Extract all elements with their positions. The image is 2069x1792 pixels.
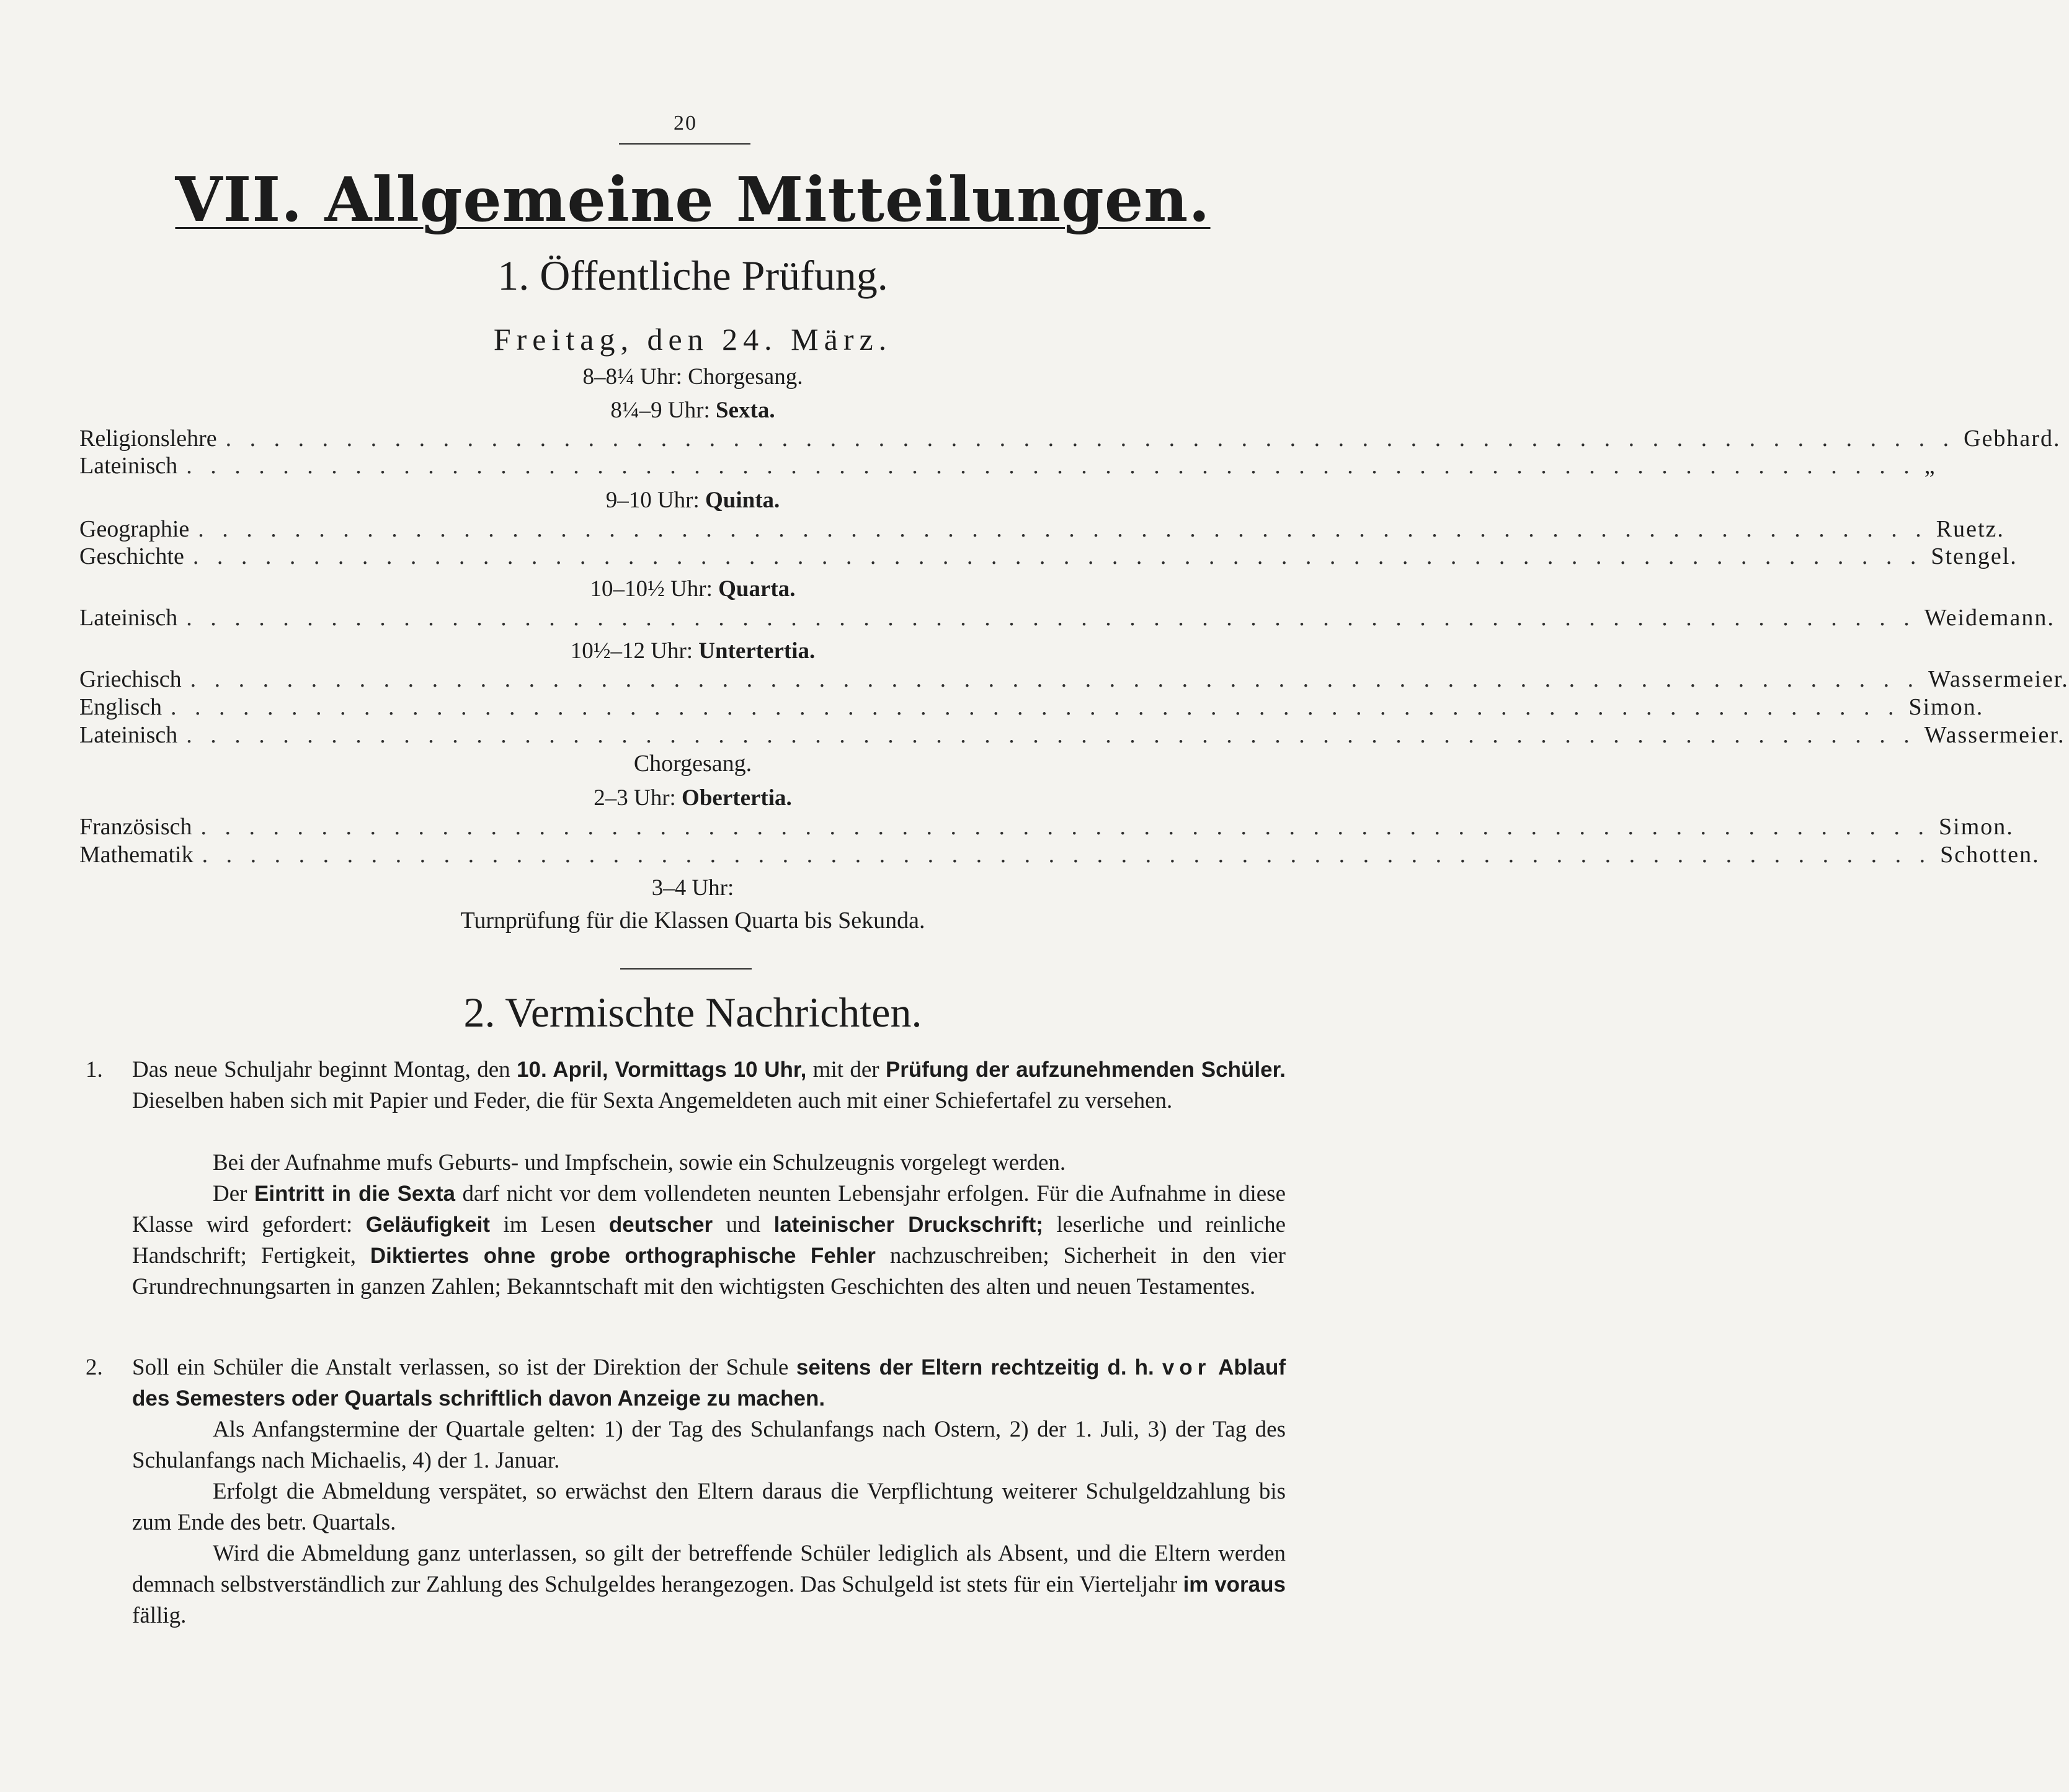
ditto-mark: „ [1924, 453, 1936, 479]
emphasis: 10. April, Vormittags 10 Uhr, [517, 1058, 807, 1082]
dot-leader: . . . . . . . . . . . . . . . . . . . . . . . . . . . . . . . . . . . . . . . . . . . . . . . . . . . . . . . . . . . . . . . . . . . . . . . . [186, 605, 1916, 631]
paragraph-aufnahme: Bei der Aufnahme mufs Geburts- und Impfschein, sowie ein Schulzeugnis vorgelegt werden. [213, 1150, 1066, 1175]
slot-time: 10–10½ Uhr: [590, 576, 713, 602]
exam-row-mathematik [79, 840, 2040, 869]
dot-leader: . . . . . . . . . . . . . . . . . . . . . . . . . . . . . . . . . . . . . . . . . . . . . . . . . . . . . . . . . . . . . . . . . . . . . . . . [170, 694, 1900, 720]
section-title-pruefung: 1. Öffentliche Prüfung. [497, 252, 888, 299]
emphasis: im voraus [1183, 1572, 1286, 1597]
exam-row-griechisch [79, 665, 2069, 693]
slot-class: Obertertia. [682, 785, 792, 811]
slot-time: 2–3 Uhr: [594, 785, 676, 811]
subject: Englisch [79, 694, 162, 720]
text: Das neue Schuljahr beginnt Montag, den [132, 1057, 517, 1082]
section-title-nachrichten: 2. Vermischte Nachrichten. [463, 989, 922, 1036]
emphasis: deutscher [608, 1213, 713, 1237]
paragraph-verspaetet: Erfolgt die Abmeldung verspätet, so erwächst den Eltern daraus die Verpflichtung weiterer Schulgeldzahlung bis zum Ende des betr. Quartals. [132, 1479, 1286, 1535]
emphasis: Prüfung der aufzunehmenden Schüler. [885, 1058, 1286, 1082]
page-number: 20 [674, 112, 697, 135]
exam-row-lateinisch-sexta [79, 452, 1936, 480]
emphasis: Eintritt in die Sexta [254, 1182, 455, 1206]
exam-row-religionslehre [79, 424, 2061, 453]
list-number: 2. [86, 1355, 103, 1380]
dot-leader: . . . . . . . . . . . . . . . . . . . . . . . . . . . . . . . . . . . . . . . . . . . . . . . . . . . . . . . . . . . . . . . . . . . . . . . . [186, 722, 1916, 748]
dot-leader: . . . . . . . . . . . . . . . . . . . . . . . . . . . . . . . . . . . . . . . . . . . . . . . . . . . . . . . . . . . . . . . . . . . . . . . . [202, 842, 1932, 868]
time-slot-untertertia [0, 638, 1386, 665]
teacher: Stengel. [1931, 543, 2018, 569]
text: Der [213, 1181, 255, 1206]
text: darf nicht vor dem vollendeten neunten Lebensjahr erfolgen. Für die Aufnahme in diese Klasse wird gefordert: [132, 1181, 1286, 1237]
slot-class: Quinta. [705, 488, 780, 513]
text: und [713, 1212, 774, 1237]
exam-row-lateinisch-untertertia [79, 721, 2065, 749]
teacher: Simon. [1908, 694, 1984, 720]
exam-date: Freitag, den 24. März. [493, 322, 892, 357]
page-number-rule [619, 143, 750, 145]
text: Soll ein Schüler die Anstalt verlassen, so ist der Direktion der Schule [132, 1355, 796, 1380]
paragraph-anfangstermine: Als Anfangstermine der Quartale gelten: 1) der Tag des Schulanfangs nach Ostern, 2) der 1. Juli, 3) der Tag des Schulanfangs nach Michaelis, 4) der 1. Januar. [132, 1417, 1286, 1473]
teacher: Simon. [1939, 814, 2014, 840]
teacher: Schotten. [1940, 842, 2040, 868]
exam-row-franzoesisch [79, 813, 2014, 841]
exam-row-geschichte [79, 542, 2018, 571]
slot-class: Untertertia. [698, 638, 816, 664]
text: im Lesen [490, 1212, 609, 1237]
subject: Griechisch [79, 666, 182, 692]
paragraph-abmeldung [132, 1352, 1286, 1414]
slot-time: 10½–12 Uhr: [570, 638, 693, 664]
emphasis: Geläufigkeit [365, 1213, 491, 1237]
chorgesang-note: Chorgesang. [633, 751, 752, 777]
dot-leader: . . . . . . . . . . . . . . . . . . . . . . . . . . . . . . . . . . . . . . . . . . . . . . . . . . . . . . . . . . . . . . . . . . . . . . . . [192, 543, 1923, 569]
exam-row-geographie [79, 515, 2004, 543]
emphasis: Ablauf des Semesters oder Quartals schriftlich davon Anzeige zu machen. [132, 1355, 1286, 1411]
subject: Französisch [79, 814, 192, 840]
text: mit der [806, 1057, 886, 1082]
subject: Geschichte [79, 543, 184, 569]
subject: Geographie [79, 516, 190, 542]
text: Wird die Abmeldung ganz unterlassen, so gilt der betreffende Schüler lediglich als Absent, und die Eltern werden demnach selbstverständlich zur Zahlung des Schulgeldes herangezogen. Das Schulgeld ist stets für ein Vierteljahr [132, 1541, 1286, 1597]
slot-time: 9–10 Uhr: [605, 488, 700, 513]
subject: Lateinisch [79, 453, 178, 479]
teacher: Gebhard. [1964, 426, 2061, 452]
paragraph-unterlassen [132, 1538, 1286, 1631]
time-slot-obertertia [0, 785, 1386, 812]
teacher: Weidemann. [1924, 605, 2055, 631]
time-slot-chorgesang [0, 363, 1386, 391]
slot-class: Sexta. [716, 398, 775, 423]
time-slot-turnen [0, 875, 1386, 902]
subject: Lateinisch [79, 605, 178, 631]
text: leserliche und reinliche Handschrift; Fertigkeit, [132, 1212, 1286, 1268]
dot-leader: . . . . . . . . . . . . . . . . . . . . . . . . . . . . . . . . . . . . . . . . . . . . . . . . . . . . . . . . . . . . . . . . . . . . . . . . [225, 426, 1956, 452]
dot-leader: . . . . . . . . . . . . . . . . . . . . . . . . . . . . . . . . . . . . . . . . . . . . . . . . . . . . . . . . . . . . . . . . . . . . . . . . [190, 666, 1920, 692]
slot-time: 8¼–9 Uhr: [610, 398, 710, 423]
paragraph-schuljahr [132, 1054, 1286, 1117]
text: nachzuschreiben; Sicherheit in den vier Grundrechnungsarten in ganzen Zahlen; Bekanntschaft mit den wichtigsten Geschichten des alten und neuen Testamentes. [132, 1243, 1286, 1299]
main-title: VII. Allgemeine Mitteilungen. [175, 164, 1211, 236]
time-slot-quinta [0, 487, 1386, 514]
dot-leader: . . . . . . . . . . . . . . . . . . . . . . . . . . . . . . . . . . . . . . . . . . . . . . . . . . . . . . . . . . . . . . . . . . . . . . . . [186, 453, 1916, 479]
emphasis-spaced: vor [1162, 1355, 1211, 1380]
slot-time: 3–4 Uhr: [651, 875, 734, 901]
subject: Lateinisch [79, 722, 178, 748]
time-slot-quarta [0, 576, 1386, 603]
subject: Religionslehre [79, 426, 217, 452]
list-number: 1. [86, 1057, 103, 1082]
emphasis: seitens der Eltern rechtzeitig d. h. [796, 1355, 1162, 1380]
paragraph-eintritt-sexta [132, 1179, 1286, 1303]
section-divider [620, 968, 752, 970]
text: fällig. [132, 1603, 187, 1628]
dot-leader: . . . . . . . . . . . . . . . . . . . . . . . . . . . . . . . . . . . . . . . . . . . . . . . . . . . . . . . . . . . . . . . . . . . . . . . . [200, 814, 1931, 840]
exam-row-lateinisch-quarta [79, 604, 2055, 632]
time-slot-sexta [0, 397, 1386, 424]
exam-row-englisch [79, 693, 1984, 721]
subject: Mathematik [79, 842, 194, 868]
slot-time: 8–8¼ Uhr: [582, 364, 682, 390]
turnpruefung-note: Turnprüfung für die Klassen Quarta bis Sekunda. [460, 907, 925, 934]
emphasis: Diktiertes ohne grobe orthographische Fehler [370, 1244, 876, 1268]
teacher: Ruetz. [1936, 516, 2004, 542]
emphasis: lateinischer Druckschrift; [773, 1213, 1043, 1237]
text: Dieselben haben sich mit Papier und Feder, die für Sexta Angemeldeten auch mit einer Schiefertafel zu versehen. [132, 1088, 1173, 1113]
slot-label: Chorgesang. [688, 364, 803, 390]
slot-class: Quarta. [718, 576, 796, 602]
teacher: Wassermeier. [1924, 722, 2065, 748]
teacher: Wassermeier. [1928, 666, 2069, 692]
dot-leader: . . . . . . . . . . . . . . . . . . . . . . . . . . . . . . . . . . . . . . . . . . . . . . . . . . . . . . . . . . . . . . . . . . . . . . . . [198, 516, 1928, 542]
